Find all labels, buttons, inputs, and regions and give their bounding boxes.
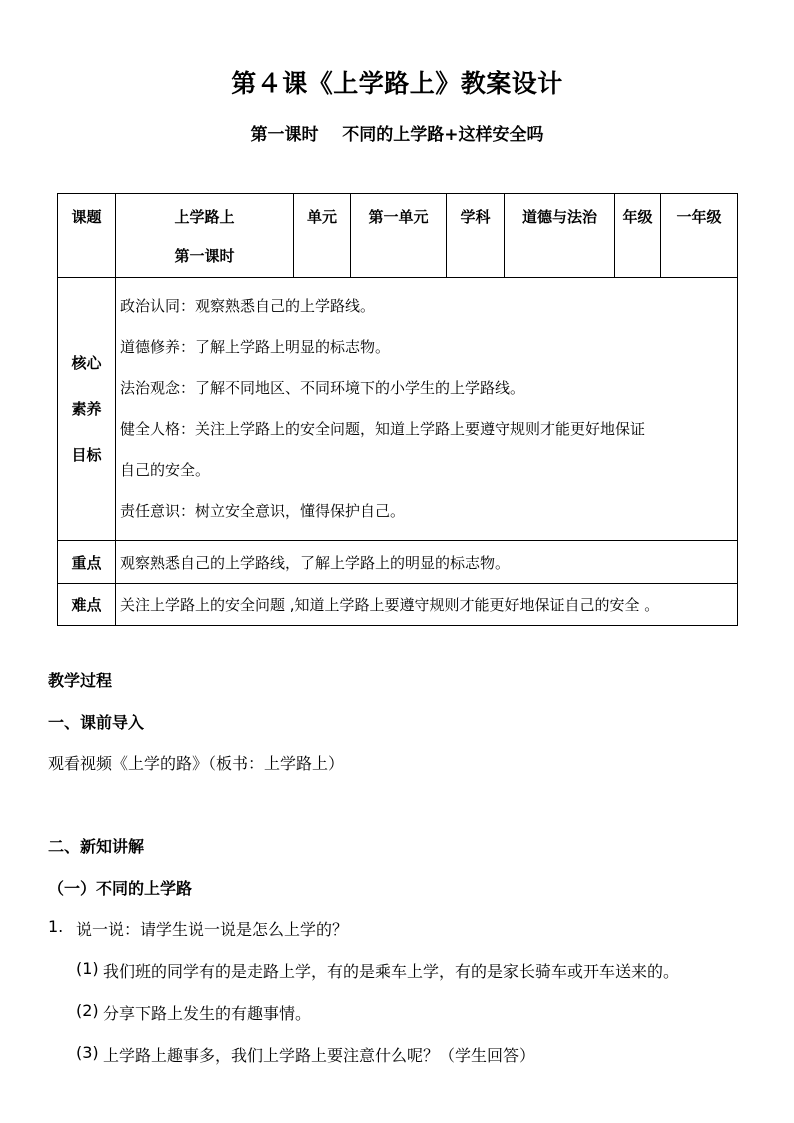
sub-item-number: (2) — [76, 1001, 99, 1020]
difficult-point-value: 关注上学路上的安全问题 ,知道上学路上要遵守规则才能更好地保证自己的安全 。 — [116, 584, 738, 626]
page-subtitle: 第一课时 不同的上学路+这样安全吗 — [250, 125, 544, 145]
difficult-point-label: 难点 — [58, 584, 116, 626]
section-1-title: 一、课前导入 — [48, 713, 145, 732]
process-heading: 教学过程 — [48, 671, 113, 690]
core-literacy-row — [58, 278, 738, 541]
core-line: 道德修养：了解上学路上明显的标志物。 — [120, 338, 391, 356]
subsection-1-title: （一）不同的上学路 — [48, 879, 193, 898]
key-point-row — [58, 541, 738, 584]
sub-item-text: 分享下路上发生的有趣事情。 — [103, 1004, 312, 1023]
key-point-label: 重点 — [58, 541, 116, 584]
topic-label: 课题 — [58, 194, 116, 278]
sub-item-number: (3) — [76, 1043, 99, 1062]
core-literacy-content — [116, 278, 738, 541]
core-literacy-label — [58, 278, 116, 541]
core-label-line-3: 目标 — [71, 446, 102, 464]
page-title: 第４课《上学路上》教案设计 — [231, 69, 563, 98]
subject-value: 道德与法治 — [505, 194, 615, 278]
unit-label: 单元 — [294, 194, 351, 278]
grade-value: 一年级 — [661, 194, 738, 278]
sub-item-number: (1) — [76, 959, 99, 978]
unit-value: 第一单元 — [351, 194, 447, 278]
topic-line-2: 第一课时 — [174, 247, 235, 265]
topic-line-1: 上学路上 — [174, 208, 235, 226]
key-point-value: 观察熟悉自己的上学路线，了解上学路上的明显的标志物。 — [116, 541, 738, 584]
table-header-row — [58, 194, 738, 278]
section-1-text: 观看视频《上学的路》（板书：上学路上） — [48, 754, 345, 773]
core-label-line-2: 素养 — [71, 400, 102, 418]
grade-label: 年级 — [615, 194, 661, 278]
item-1-text: 说一说：请学生说一说是怎么上学的？ — [76, 920, 349, 939]
core-line: 政治认同：观察熟悉自己的上学路线。 — [120, 297, 376, 315]
core-line: 法治观念：了解不同地区、不同环境下的小学生的上学路线。 — [120, 379, 526, 397]
topic-value — [116, 194, 294, 278]
item-1-number: 1. — [48, 917, 64, 936]
core-line: 健全人格：关注上学路上的安全问题，知道上学路上要遵守规则才能更好地保证 — [120, 420, 646, 438]
lesson-info-table — [57, 193, 738, 626]
core-line: 自己的安全。 — [120, 461, 211, 479]
core-line: 责任意识：树立安全意识，懂得保护自己。 — [120, 502, 406, 520]
core-label-line-1: 核心 — [71, 354, 102, 372]
subject-label: 学科 — [447, 194, 505, 278]
difficult-point-row — [58, 584, 738, 626]
sub-item-text: 上学路上趣事多，我们上学路上要注意什么呢？（学生回答） — [103, 1046, 536, 1065]
sub-item-text: 我们班的同学有的是走路上学，有的是乘车上学，有的是家长骑车或开车送来的。 — [103, 962, 680, 981]
section-2-title: 二、新知讲解 — [48, 837, 145, 856]
